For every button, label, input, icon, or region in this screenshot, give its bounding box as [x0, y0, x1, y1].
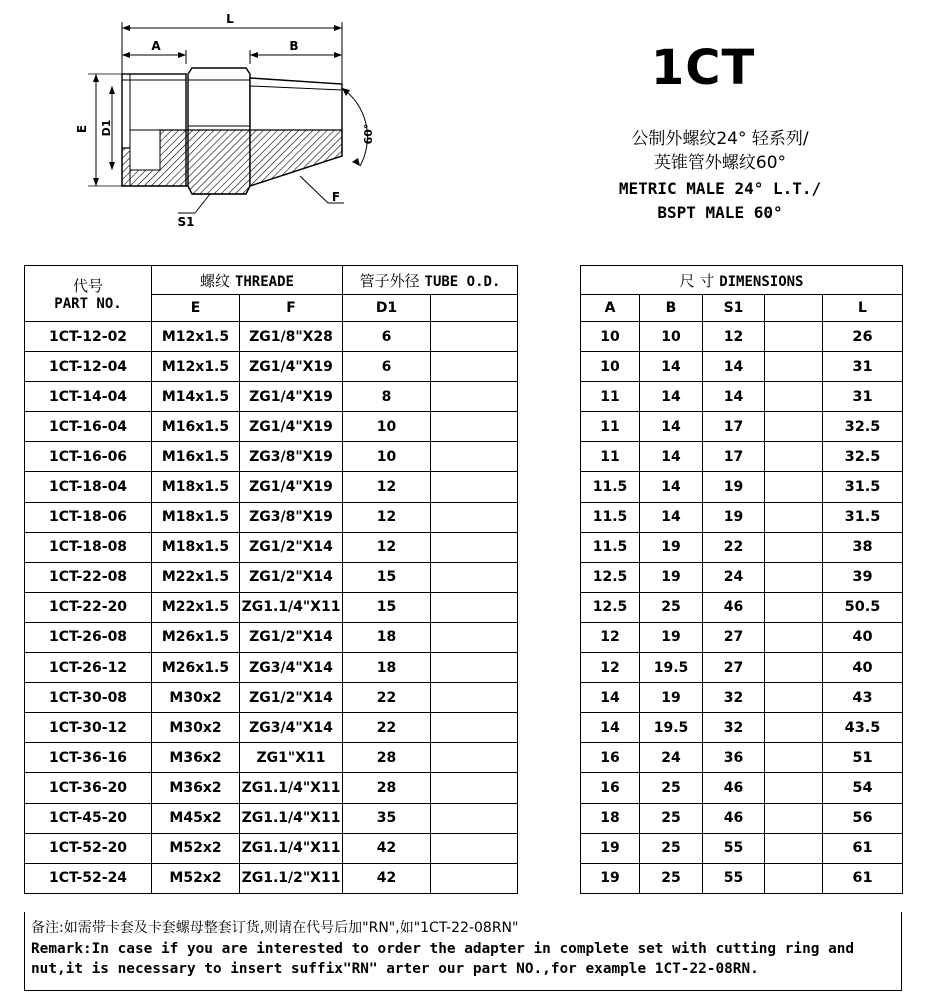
cell-s1: 27 — [703, 653, 765, 683]
cell-e: M26x1.5 — [152, 622, 240, 652]
gap-cell — [518, 803, 581, 833]
table-row — [25, 743, 903, 773]
cell-e: M12x1.5 — [152, 322, 240, 352]
cell-s1: 46 — [703, 773, 765, 803]
cell-b: 25 — [640, 863, 703, 893]
cell-s1: 14 — [703, 352, 765, 382]
table-row — [25, 502, 903, 532]
cell-s1: 24 — [703, 562, 765, 592]
cell-s1: 55 — [703, 863, 765, 893]
gap-cell — [518, 412, 581, 442]
header-thread-en: THREADE — [234, 273, 294, 290]
gap-cell — [518, 863, 581, 893]
blank-cell — [765, 442, 823, 472]
cell-l: 43 — [823, 683, 903, 713]
cell-s1: 14 — [703, 382, 765, 412]
cell-a: 10 — [581, 352, 640, 382]
blank-cell — [431, 442, 518, 472]
gap-cell — [518, 713, 581, 743]
cell-l: 32.5 — [823, 442, 903, 472]
cell-a: 12.5 — [581, 592, 640, 622]
cell-part: 1CT-45-20 — [25, 803, 152, 833]
blank-cell — [765, 833, 823, 863]
cell-b: 19 — [640, 562, 703, 592]
cell-e: M16x1.5 — [152, 442, 240, 472]
cell-l: 61 — [823, 863, 903, 893]
cell-a: 12.5 — [581, 562, 640, 592]
desc-en-line1: METRIC MALE 24° L.T./ — [618, 179, 822, 198]
blank-cell — [431, 743, 518, 773]
header-gap — [518, 266, 581, 322]
cell-b: 24 — [640, 743, 703, 773]
table-row — [25, 773, 903, 803]
cell-b: 14 — [640, 412, 703, 442]
blank-cell — [431, 653, 518, 683]
blank-cell — [765, 743, 823, 773]
cell-l: 61 — [823, 833, 903, 863]
table-row — [25, 863, 903, 893]
cell-f: ZG1.1/4"X11 — [240, 803, 343, 833]
cell-a: 11 — [581, 412, 640, 442]
label-E: E — [75, 124, 89, 134]
cell-l: 31 — [823, 352, 903, 382]
cell-l: 32.5 — [823, 412, 903, 442]
cell-s1: 55 — [703, 833, 765, 863]
cell-f: ZG1.1/4"X11 — [240, 833, 343, 863]
blank-cell — [765, 713, 823, 743]
blank-cell — [431, 622, 518, 652]
cell-f: ZG1/4"X19 — [240, 352, 343, 382]
cell-a: 12 — [581, 622, 640, 652]
table-row — [25, 442, 903, 472]
cell-e: M45x2 — [152, 803, 240, 833]
cell-s1: 27 — [703, 622, 765, 652]
cell-d1: 22 — [343, 713, 431, 743]
cell-e: M16x1.5 — [152, 412, 240, 442]
table-row — [25, 683, 903, 713]
cell-d1: 6 — [343, 352, 431, 382]
cell-e: M52x2 — [152, 833, 240, 863]
cell-s1: 19 — [703, 472, 765, 502]
cell-d1: 10 — [343, 442, 431, 472]
cell-a: 11.5 — [581, 502, 640, 532]
cell-a: 14 — [581, 683, 640, 713]
cell-l: 50.5 — [823, 592, 903, 622]
spec-table-body — [25, 322, 903, 894]
cell-part: 1CT-18-04 — [25, 472, 152, 502]
col-header-e: E — [152, 295, 240, 322]
blank-cell — [765, 562, 823, 592]
remark-en-line2: nut,it is necessary to insert suffix"RN" arter our part NO.,for example 1CT-22-08RN. — [31, 961, 759, 977]
blank-cell — [765, 653, 823, 683]
cell-d1: 42 — [343, 833, 431, 863]
cell-b: 19.5 — [640, 713, 703, 743]
cell-e: M18x1.5 — [152, 532, 240, 562]
cell-s1: 19 — [703, 502, 765, 532]
gap-cell — [518, 743, 581, 773]
blank-cell — [765, 803, 823, 833]
product-title: 1CT — [650, 40, 756, 96]
col-header-b: B — [640, 295, 703, 322]
cell-a: 16 — [581, 743, 640, 773]
col-header-blank2 — [765, 295, 823, 322]
cell-a: 16 — [581, 773, 640, 803]
cell-l: 56 — [823, 803, 903, 833]
cell-b: 25 — [640, 803, 703, 833]
blank-cell — [765, 352, 823, 382]
cell-l: 38 — [823, 532, 903, 562]
table-row — [25, 412, 903, 442]
label-D1: D1 — [100, 119, 113, 137]
table-row — [25, 653, 903, 683]
cell-d1: 22 — [343, 683, 431, 713]
col-header-f: F — [240, 295, 343, 322]
remark-box — [24, 912, 902, 991]
blank-cell — [431, 773, 518, 803]
cell-s1: 12 — [703, 322, 765, 352]
cell-a: 12 — [581, 653, 640, 683]
cell-part: 1CT-18-08 — [25, 532, 152, 562]
blank-cell — [431, 803, 518, 833]
cell-l: 26 — [823, 322, 903, 352]
header-tube-en: TUBE O.D. — [424, 273, 501, 290]
blank-cell — [431, 382, 518, 412]
cell-e: M18x1.5 — [152, 472, 240, 502]
table-row — [25, 592, 903, 622]
cell-part: 1CT-12-02 — [25, 322, 152, 352]
cell-part: 1CT-12-04 — [25, 352, 152, 382]
blank-cell — [431, 412, 518, 442]
desc-en-line2: BSPT MALE 60° — [657, 203, 783, 222]
cell-e: M52x2 — [152, 863, 240, 893]
blank-cell — [765, 382, 823, 412]
cell-f: ZG3/8"X19 — [240, 502, 343, 532]
cell-b: 19 — [640, 622, 703, 652]
cell-l: 31.5 — [823, 502, 903, 532]
label-A: A — [151, 39, 161, 53]
gap-cell — [518, 562, 581, 592]
cell-b: 14 — [640, 382, 703, 412]
blank-cell — [431, 532, 518, 562]
cell-f: ZG3/8"X19 — [240, 442, 343, 472]
col-header-blank — [431, 295, 518, 322]
cell-s1: 32 — [703, 683, 765, 713]
cell-b: 25 — [640, 773, 703, 803]
cell-b: 14 — [640, 472, 703, 502]
cell-d1: 8 — [343, 382, 431, 412]
cell-f: ZG1/4"X19 — [240, 412, 343, 442]
cell-f: ZG1/2"X14 — [240, 683, 343, 713]
gap-cell — [518, 833, 581, 863]
cell-d1: 12 — [343, 532, 431, 562]
header-dimensions — [581, 266, 903, 295]
cell-b: 19 — [640, 532, 703, 562]
cell-part: 1CT-26-08 — [25, 622, 152, 652]
cell-part: 1CT-30-12 — [25, 713, 152, 743]
cell-part: 1CT-26-12 — [25, 653, 152, 683]
cell-s1: 32 — [703, 713, 765, 743]
gap-cell — [518, 532, 581, 562]
cell-a: 19 — [581, 833, 640, 863]
table-row — [25, 562, 903, 592]
cell-f: ZG1/8"X28 — [240, 322, 343, 352]
cell-l: 39 — [823, 562, 903, 592]
cell-e: M22x1.5 — [152, 592, 240, 622]
cell-e: M30x2 — [152, 713, 240, 743]
blank-cell — [431, 352, 518, 382]
cell-b: 19.5 — [640, 653, 703, 683]
cell-d1: 15 — [343, 562, 431, 592]
cell-b: 19 — [640, 683, 703, 713]
table-row — [25, 472, 903, 502]
col-header-d1: D1 — [343, 295, 431, 322]
cell-s1: 17 — [703, 442, 765, 472]
table-row — [25, 803, 903, 833]
cell-part: 1CT-16-06 — [25, 442, 152, 472]
cell-l: 54 — [823, 773, 903, 803]
cell-a: 14 — [581, 713, 640, 743]
blank-cell — [765, 412, 823, 442]
header-part-no-en: PART NO. — [54, 296, 122, 312]
blank-cell — [431, 833, 518, 863]
gap-cell — [518, 472, 581, 502]
cell-f: ZG1/4"X19 — [240, 472, 343, 502]
cell-f: ZG1.1/4"X11 — [240, 773, 343, 803]
cell-s1: 46 — [703, 592, 765, 622]
gap-cell — [518, 773, 581, 803]
gap-cell — [518, 683, 581, 713]
label-F: F — [331, 190, 341, 204]
cell-d1: 12 — [343, 472, 431, 502]
cell-d1: 28 — [343, 773, 431, 803]
blank-cell — [431, 562, 518, 592]
blank-cell — [431, 472, 518, 502]
col-header-a: A — [581, 295, 640, 322]
cell-l: 31.5 — [823, 472, 903, 502]
cell-b: 25 — [640, 833, 703, 863]
cell-e: M12x1.5 — [152, 352, 240, 382]
cell-part: 1CT-30-08 — [25, 683, 152, 713]
gap-cell — [518, 352, 581, 382]
blank-cell — [765, 502, 823, 532]
cell-part: 1CT-18-06 — [25, 502, 152, 532]
blank-cell — [431, 502, 518, 532]
fitting-drawing — [60, 8, 400, 238]
cell-f: ZG1/2"X14 — [240, 562, 343, 592]
cell-e: M26x1.5 — [152, 653, 240, 683]
gap-cell — [518, 322, 581, 352]
table-row — [25, 382, 903, 412]
cell-s1: 17 — [703, 412, 765, 442]
cell-l: 31 — [823, 382, 903, 412]
cell-d1: 18 — [343, 653, 431, 683]
cell-l: 40 — [823, 653, 903, 683]
blank-cell — [765, 322, 823, 352]
cell-a: 11.5 — [581, 532, 640, 562]
gap-cell — [518, 653, 581, 683]
gap-cell — [518, 382, 581, 412]
gap-cell — [518, 592, 581, 622]
header-part-no — [25, 266, 152, 322]
col-header-s1: S1 — [703, 295, 765, 322]
cell-e: M30x2 — [152, 683, 240, 713]
blank-cell — [431, 592, 518, 622]
cell-e: M18x1.5 — [152, 502, 240, 532]
cell-a: 11.5 — [581, 472, 640, 502]
cell-e: M22x1.5 — [152, 562, 240, 592]
cell-part: 1CT-52-24 — [25, 863, 152, 893]
cell-b: 14 — [640, 352, 703, 382]
cell-b: 14 — [640, 442, 703, 472]
cell-a: 18 — [581, 803, 640, 833]
table-row — [25, 713, 903, 743]
cell-s1: 22 — [703, 532, 765, 562]
blank-cell — [431, 713, 518, 743]
header-tube-cn: 管子外径 — [359, 271, 420, 290]
desc-cn-line1: 公制外螺纹24° 轻系列/ — [631, 129, 809, 149]
cell-l: 40 — [823, 622, 903, 652]
blank-cell — [431, 683, 518, 713]
table-row — [25, 352, 903, 382]
cell-e: M14x1.5 — [152, 382, 240, 412]
cell-d1: 6 — [343, 322, 431, 352]
cell-l: 43.5 — [823, 713, 903, 743]
cell-a: 11 — [581, 442, 640, 472]
cell-d1: 15 — [343, 592, 431, 622]
col-header-l: L — [823, 295, 903, 322]
label-L: L — [226, 12, 234, 26]
header-thread — [152, 266, 343, 295]
cell-f: ZG1"X11 — [240, 743, 343, 773]
cell-part: 1CT-36-20 — [25, 773, 152, 803]
blank-cell — [765, 683, 823, 713]
cell-f: ZG1/2"X14 — [240, 532, 343, 562]
blank-cell — [765, 622, 823, 652]
cell-s1: 46 — [703, 803, 765, 833]
label-angle: 60° — [362, 123, 375, 145]
cell-b: 25 — [640, 592, 703, 622]
header-thread-cn: 螺纹 — [200, 271, 231, 290]
cell-part: 1CT-14-04 — [25, 382, 152, 412]
blank-cell — [765, 592, 823, 622]
cell-f: ZG3/4"X14 — [240, 653, 343, 683]
cell-part: 1CT-16-04 — [25, 412, 152, 442]
blank-cell — [431, 322, 518, 352]
cell-part: 1CT-36-16 — [25, 743, 152, 773]
cell-b: 14 — [640, 502, 703, 532]
cell-l: 51 — [823, 743, 903, 773]
blank-cell — [431, 863, 518, 893]
header-tube — [343, 266, 518, 295]
table-row — [25, 532, 903, 562]
cell-e: M36x2 — [152, 743, 240, 773]
gap-cell — [518, 442, 581, 472]
cell-f: ZG1.1/2"X11 — [240, 863, 343, 893]
table-row — [25, 322, 903, 352]
cell-f: ZG1.1/4"X11 — [240, 592, 343, 622]
cell-f: ZG1/2"X14 — [240, 622, 343, 652]
table-row — [25, 622, 903, 652]
remark-cn: 备注:如需带卡套及卡套螺母整套订货,则请在代号后加"RN",如"1CT-22-08RN" — [31, 920, 519, 936]
cell-d1: 35 — [343, 803, 431, 833]
blank-cell — [765, 472, 823, 502]
cell-e: M36x2 — [152, 773, 240, 803]
cell-d1: 28 — [343, 743, 431, 773]
label-S1: S1 — [177, 215, 195, 229]
cell-a: 19 — [581, 863, 640, 893]
cell-part: 1CT-22-08 — [25, 562, 152, 592]
cell-f: ZG3/4"X14 — [240, 713, 343, 743]
blank-cell — [765, 773, 823, 803]
cell-f: ZG1/4"X19 — [240, 382, 343, 412]
cell-part: 1CT-52-20 — [25, 833, 152, 863]
cell-b: 10 — [640, 322, 703, 352]
cell-d1: 12 — [343, 502, 431, 532]
blank-cell — [765, 863, 823, 893]
cell-s1: 36 — [703, 743, 765, 773]
spec-table — [24, 265, 903, 894]
cell-d1: 18 — [343, 622, 431, 652]
table-row — [25, 833, 903, 863]
cell-d1: 10 — [343, 412, 431, 442]
header-dim-cn: 尺 寸 — [679, 271, 715, 290]
header-dim-en: DIMENSIONS — [719, 273, 804, 290]
gap-cell — [518, 502, 581, 532]
desc-cn-line2: 英锥管外螺纹60° — [653, 153, 787, 173]
remark-en-line1: Remark:In case if you are interested to order the adapter in complete set with cutting ring and — [31, 941, 855, 957]
cell-a: 10 — [581, 322, 640, 352]
cell-a: 11 — [581, 382, 640, 412]
blank-cell — [765, 532, 823, 562]
gap-cell — [518, 622, 581, 652]
cell-part: 1CT-22-20 — [25, 592, 152, 622]
cell-d1: 42 — [343, 863, 431, 893]
label-B: B — [289, 39, 299, 53]
header-code-cn: 代号 — [72, 277, 103, 295]
